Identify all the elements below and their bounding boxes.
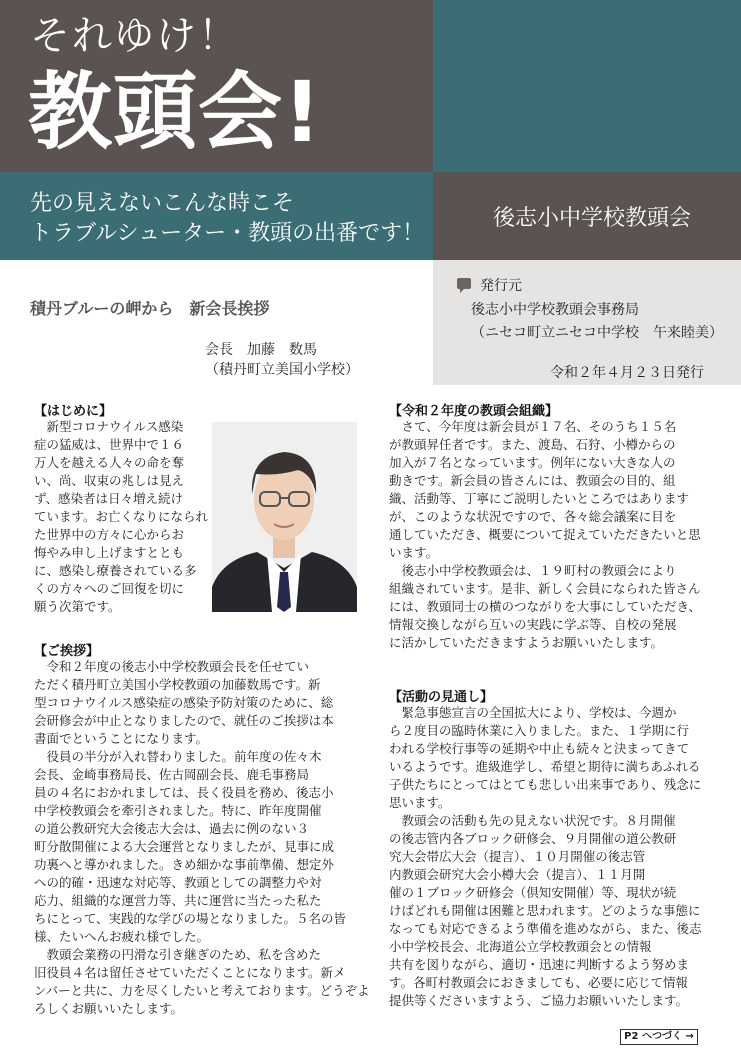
text-line: 教頭会の活動も先の見えない状況です。８月開催 — [389, 813, 676, 828]
text-line: ず、感染者は日々増え続け — [34, 491, 184, 506]
text-line: 応力、組織的な運営力等、共に運営に当たった私た — [34, 893, 322, 908]
text-line: の後志管内各ブロック研修会、９月開催の道公教研 — [389, 831, 677, 846]
header-teal-panel — [433, 0, 741, 172]
text-line: 悔やみ申し上げますととも — [34, 545, 185, 560]
text-line: 万人を越える人々の命を奪 — [34, 455, 185, 470]
publish-date: 令和２年４月２３日発行 — [550, 365, 704, 381]
text-line: 様、たいへんお疲れ様でした。 — [34, 929, 210, 944]
text-line: 功裏へと導かれました。きめ細かな事前準備、想定外 — [34, 857, 335, 872]
text-line: 催の１ブロック研修会（倶知安開催）等、現状が続 — [389, 885, 677, 900]
goaisatsu-heading: 【ご挨拶】 — [34, 644, 100, 659]
text-line: 小中学校長会、北海道公立学校教頭会との情報 — [389, 939, 652, 954]
soshiki-heading: 【令和２年度の教頭会組織】 — [389, 404, 559, 419]
mitoshi-heading: 【活動の見通し】 — [389, 690, 494, 705]
next-page-link[interactable]: P2 へつづく → — [620, 1029, 698, 1045]
author-name: 会長 加藤 数馬 — [205, 342, 317, 358]
text-line: 加入が７名となっています。例年にない大きな人の — [389, 455, 676, 470]
text-line: 通していただき、概要について捉えていただきたいと思 — [389, 527, 701, 542]
text-line: た世界中の方々に心からお — [34, 527, 185, 542]
text-line: 織、活動等、丁寧にご説明したいところではあります — [389, 491, 689, 506]
text-line: 令和２年度の後志小中学校教頭会長を任せてい — [34, 659, 310, 674]
greeting-title: 積丹ブルーの岬から 新会長挨拶 — [30, 299, 270, 318]
subtitle-line-1: 先の見えないこんな時こそ — [30, 191, 295, 216]
goaisatsu-text — [34, 658, 370, 1018]
text-line: ンバーと共に、力を尽くしたいと考えております。どうぞよ — [34, 983, 370, 998]
publisher-office: 後志小中学校教頭会事務局 — [471, 302, 639, 318]
page-title: 教頭会! — [28, 63, 323, 161]
text-line: ら２度目の臨時休業に入りました。また、１学期に行 — [389, 723, 690, 738]
text-line: います。 — [389, 545, 439, 560]
soshiki-text — [389, 418, 701, 652]
text-line: 会研修会が中止となりましたので、就任のご挨拶は本 — [34, 713, 334, 728]
text-line: 後志小中学校教頭会は、１９町村の教頭会により — [389, 563, 677, 578]
text-line: の道公教研究大会後志大会は、過去に例のない３ — [34, 821, 310, 836]
text-line: 新型コロナウイルス感染 — [34, 419, 184, 434]
author-photo — [212, 422, 357, 612]
text-line: いるようです。進級進学し、希望と期待に満ちあふれる — [389, 759, 701, 774]
text-line: ちにとって、実践的な学びの場となりました。５名の皆 — [34, 911, 347, 926]
header-tagline: それゆけ！ — [30, 13, 240, 59]
hajimeni-heading: 【はじめに】 — [34, 404, 113, 419]
text-line: 思います。 — [389, 795, 451, 810]
text-line: ろしくお願いいたします。 — [34, 1001, 184, 1016]
text-line: 願う次第です。 — [34, 599, 121, 614]
text-line: 究大会帯広大会（提言）、１０月開催の後志管 — [389, 849, 646, 864]
text-line: けばどれも開催は困難と思われます。どのような事態に — [389, 903, 701, 918]
subtitle-line-2: トラブルシューター・教頭の出番です！ — [30, 221, 425, 246]
text-line: われる学校行事等の延期や中止も続々と決まってきて — [389, 741, 690, 756]
text-line: 緊急事態宣言の全国拡大により、学校は、今週か — [389, 705, 677, 720]
text-line: 情報交換しながら互いの実践に学ぶ等、自校の発展 — [389, 617, 677, 632]
text-line: 型コロナウイルス感染症の感染予防対策のために、総 — [34, 695, 334, 710]
publisher-label: 発行元 — [480, 278, 522, 294]
text-line: への的確・迅速な対応等、教頭としての調整力や対 — [34, 875, 322, 890]
text-line: 組織されています。是非、新しく会員になられた皆さん — [389, 581, 701, 596]
text-line: ています。お亡くなりになられ — [34, 509, 209, 524]
text-line: い、尚、収束の兆しは見え — [34, 473, 185, 488]
text-line: 会長、金崎事務局長、佐古岡副会長、鹿毛事務局 — [34, 767, 310, 782]
text-line: くの方々へのご回復を切に — [34, 581, 185, 596]
text-line: 提供等くださいますよう、ご協力お願いいたします。 — [389, 993, 689, 1008]
text-line: す。各町村教頭会におきましても、必要に応じて情報 — [389, 975, 689, 990]
text-line: 旧役員４名は留任させていただくことになります。新メ — [34, 965, 346, 980]
text-line: 町分散開催による大会運営となりましたが、見事に成 — [34, 839, 335, 854]
text-line: 子供たちにとってはとても悲しい出来事であり、残念に — [389, 777, 702, 792]
author-school: （積丹町立美国小学校） — [205, 362, 359, 378]
text-line: に、感染し療養されている多 — [34, 563, 197, 578]
text-line: が、このような状況ですので、各々総会議案に目を — [389, 509, 677, 524]
publisher-contact: （ニセコ町立ニセコ中学校 午来睦美） — [471, 325, 723, 341]
text-line: 中学校教頭会を牽引されました。特に、昨年度開催 — [34, 803, 322, 818]
text-line: には、教頭同士の横のつながりを大事にしていただき、 — [389, 599, 702, 614]
text-line: が教頭昇任者です。また、渡島、石狩、小樽からの — [389, 437, 676, 452]
text-line: 症の猛威は、世界中で１６ — [34, 437, 185, 452]
text-line: 動きです。新会員の皆さんには、教頭会の目的、組 — [389, 473, 676, 488]
text-line: 共有を図りながら、適切・迅速に判断するよう努めま — [389, 957, 690, 972]
message-icon — [457, 278, 471, 289]
text-line: さて、今年度は新会員が１７名、そのうち１５名 — [389, 419, 677, 434]
text-line: 内教頭会研究大会小樽大会（提言）、１１月開 — [389, 867, 646, 882]
text-line: なっても対応できるよう準備を進めながら、また、後志 — [389, 921, 702, 936]
text-line: 書面でということになります。 — [34, 731, 209, 746]
text-line: 役員の半分が入れ替わりました。前年度の佐々木 — [34, 749, 322, 764]
text-line: 教頭会業務の円滑な引き継ぎのため、私を含めた — [34, 947, 322, 962]
text-line: に活かしていただきますようお願いいたします。 — [389, 635, 664, 650]
organization-name: 後志小中学校教頭会 — [493, 206, 692, 231]
portrait-illustration — [212, 422, 357, 612]
text-line: ただく積丹町立美国小学校教頭の加藤数馬です。新 — [34, 677, 321, 692]
hajimeni-text — [34, 418, 208, 616]
mitoshi-text — [389, 704, 702, 1010]
text-line: 員の４名におかれましては、長く役員を務め、後志小 — [34, 785, 334, 800]
